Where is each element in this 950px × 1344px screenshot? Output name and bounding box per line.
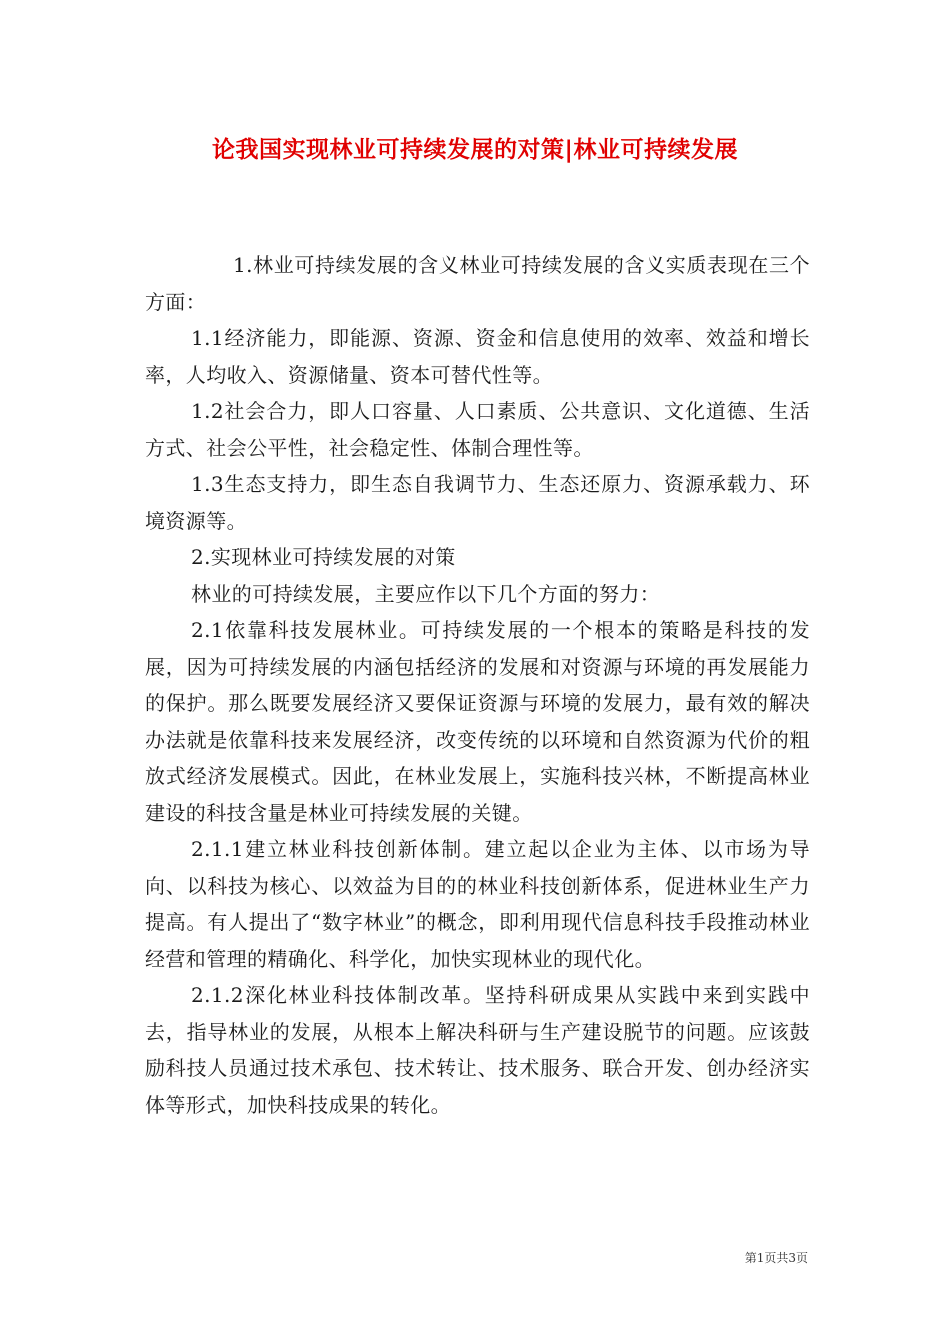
document-title: 论我国实现林业可持续发展的对策|林业可持续发展 [212, 137, 738, 163]
paragraph: 2.1.2深化林业科技体制改革。坚持科研成果从实践中来到实践中去，指导林业的发展，从根本上解决科研与生产建设脱节的问题。应该鼓励科技人员通过技术承包、技术转让、技术服务、联合开发、创办经济实体等形式，加快科技成果的转化。 [145, 983, 810, 1117]
paragraph: 1.林业可持续发展的含义林业可持续发展的含义实质表现在三个方面： [145, 253, 810, 314]
paragraph: 1.3生态支持力，即生态自我调节力、生态还原力、资源承载力、环境资源等。 [145, 472, 810, 533]
paragraph: 2.1依靠科技发展林业。可持续发展的一个根本的策略是科技的发展，因为可持续发展的内涵包括经济的发展和对资源与环境的再发展能力的保护。那么既要发展经济又要保证资源与环境的发展力，最有效的解决办法就是依靠科技来发展经济，改变传统的以环境和自然资源为代价的粗放式经济发展模式。因此，在林业发展上，实施科技兴林，不断提高林业建设的科技含量是林业可持续发展的关键。 [145, 618, 810, 825]
page-number-footer: 第1页共3页 [744, 1251, 808, 1265]
paragraph: 2.1.1建立林业科技创新体制。建立起以企业为主体、以市场为导向、以科技为核心、以效益为目的的林业科技创新体系，促进林业生产力提高。有人提出了“数字林业”的概念，即利用现代信息科技手段推动林业经营和管理的精确化、科学化，加快实现林业的现代化。 [145, 837, 810, 971]
paragraph: 1.1经济能力，即能源、资源、资金和信息使用的效率、效益和增长率，人均收入、资源储量、资本可替代性等。 [145, 326, 810, 387]
document-body [145, 247, 810, 1123]
paragraph: 林业的可持续发展，主要应作以下几个方面的努力： [191, 581, 661, 606]
section-heading: 2.实现林业可持续发展的对策 [191, 545, 456, 569]
paragraph: 1.2社会合力，即人口容量、人口素质、公共意识、文化道德、生活方式、社会公平性，社会稳定性、体制合理性等。 [145, 399, 810, 460]
